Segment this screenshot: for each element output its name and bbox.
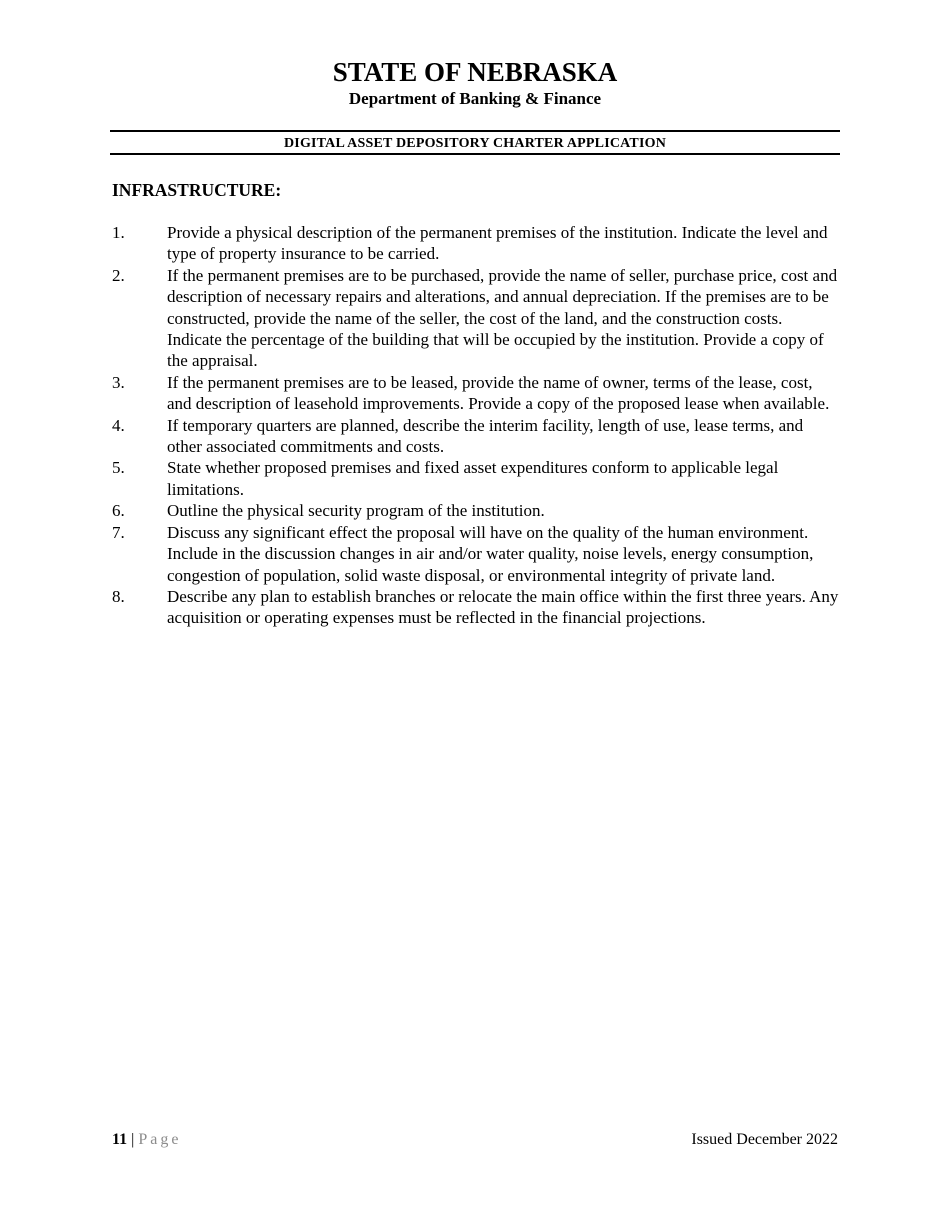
list-item xyxy=(112,222,840,265)
list-item-number: 3. xyxy=(112,372,125,392)
list-item-number: 2. xyxy=(112,265,125,285)
list-item-text: Outline the physical security program of the institution. xyxy=(167,501,545,521)
list-item-number: 1. xyxy=(112,223,125,242)
issued-date: Issued December 2022 xyxy=(691,1131,838,1148)
list-item-number: 8. xyxy=(112,586,125,606)
list-item-number: 6. xyxy=(112,501,125,521)
page-separator: | xyxy=(131,1131,135,1148)
requirements-list xyxy=(112,222,840,629)
list-item xyxy=(112,586,840,629)
list-item-text: Describe any plan to establish branches or relocate the main office within the first three years. Any acquisition or operating expenses must be reflected in the financial projections. xyxy=(167,586,839,628)
header-rule-top xyxy=(110,130,840,132)
list-item-number: 7. xyxy=(112,522,125,542)
header-rule-bottom xyxy=(110,153,840,155)
list-item-text: If the permanent premises are to be purchased, provide the name of seller, purchase price, cost and description of necessary repairs and alterations, and annual depreciation. If the premises are to be constructed, provide the name of the seller, the cost of the land, and the construction costs. Indicate the percentage of the building that will be occupied by the institution. Provide a copy of the appraisal. xyxy=(167,265,838,371)
list-item xyxy=(112,500,840,521)
list-item-number: 5. xyxy=(112,458,125,478)
list-item-text: If temporary quarters are planned, describe the interim facility, length of use, lease terms, and other associated commitments and costs. xyxy=(167,415,804,457)
page-title: STATE OF NEBRASKA xyxy=(332,57,618,87)
list-item xyxy=(112,457,840,500)
list-item-text: Discuss any significant effect the proposal will have on the quality of the human environment. Include in the discussion changes in air and/or water quality, noise levels, energy consumption, congestion of population, solid waste disposal, or environmental integrity of private land. xyxy=(167,522,814,585)
page-footer-number xyxy=(112,1130,181,1150)
list-item xyxy=(112,265,840,372)
page-number: 11 xyxy=(112,1131,128,1148)
list-item-text: If the permanent premises are to be leased, provide the name of owner, terms of the lease, cost, and description of leasehold improvements. Provide a copy of the proposed lease when available. xyxy=(167,372,830,414)
page-label: Page xyxy=(138,1131,182,1148)
list-item-text: State whether proposed premises and fixed asset expenditures conform to applicable legal limitations. xyxy=(167,458,779,499)
list-item xyxy=(112,522,840,586)
list-item xyxy=(112,415,840,458)
application-title: DIGITAL ASSET DEPOSITORY CHARTER APPLICATION xyxy=(283,136,667,151)
section-heading: INFRASTRUCTURE: xyxy=(112,180,282,200)
page-subtitle: Department of Banking & Finance xyxy=(348,89,602,108)
list-item-text: Provide a physical description of the permanent premises of the institution. Indicate the level and type of property insurance to be carried. xyxy=(167,223,828,264)
list-item-number: 4. xyxy=(112,415,125,435)
list-item xyxy=(112,372,840,415)
